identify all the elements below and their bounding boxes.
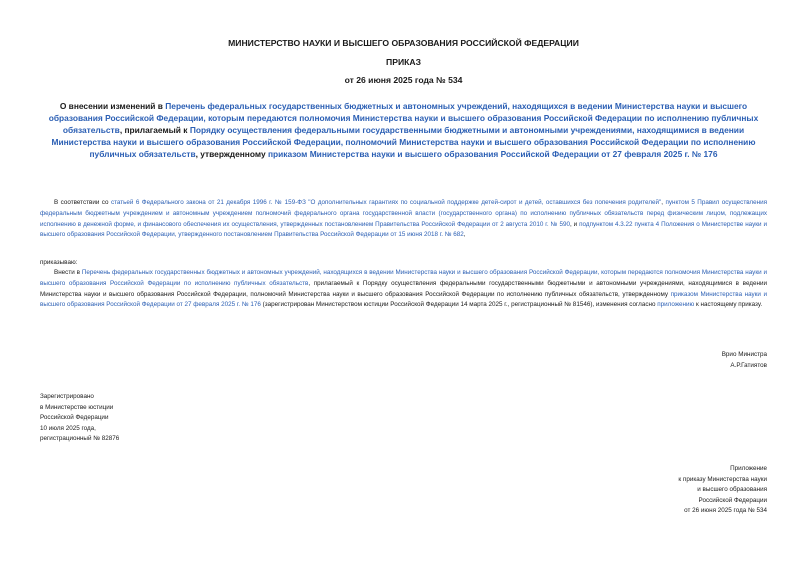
appendix-line: к приказу Министерства науки xyxy=(678,475,767,483)
main-link-order[interactable]: приказом Министерства науки и высшего образования Российской Федерации от 27 февраля 2025 г. № 176 xyxy=(40,290,767,309)
preamble-link-law[interactable]: статьей 6 Федерального закона от 21 декабря 1996 г. № 159-ФЗ "О дополнительных гарантиях по социальной поддержке детей-сирот и детей, оставшихся без попечения родителей" xyxy=(110,199,662,206)
appendix-block xyxy=(678,464,767,517)
appendix-line: от 26 июня 2025 года № 534 xyxy=(684,507,767,514)
registration-line: Зарегистрировано xyxy=(40,393,94,400)
registration-line: 10 июля 2025 года, xyxy=(40,424,96,432)
preamble-link-regulation[interactable]: подпунктом 4.3.22 пункта 4 Положения о Министерстве науки и высшего образования Российской Федерации, утвержденного постановлением Правительства Российской Федерации от 15 июня 2018 г. № 682 xyxy=(40,220,767,239)
registration-line: в Министерстве юстиции xyxy=(40,403,114,411)
preamble-paragraph xyxy=(40,198,767,241)
signature-name: А.Р.Гатиятов xyxy=(730,361,767,369)
appendix-line: Российской Федерации xyxy=(698,496,767,504)
main-text-3: (зарегистрирован Министерством юстиции Российской Федерации 14 марта 2025 г., регистрационный № 81546), изменения согласно xyxy=(260,301,658,309)
main-paragraph xyxy=(40,268,767,311)
preamble-text-3: , и xyxy=(569,220,580,228)
order-type: ПРИКАЗ xyxy=(386,57,421,67)
order-title xyxy=(40,100,767,160)
preamble-text-2: , xyxy=(661,199,666,206)
registration-line: регистрационный № 82876 xyxy=(40,435,120,442)
title-link-list[interactable]: Перечень федеральных государственных бюджетных и автономных учреждений, находящихся в ведении Министерства науки и высшего образования Российской Федерации, которым передаются полномочия Министерства науки и высшего образования Российской Федерации по исполнению публичных обязательств xyxy=(48,101,759,135)
main-text-1: Внести в xyxy=(54,269,82,276)
title-text-3: , утвержденному xyxy=(195,149,268,159)
signature-block xyxy=(722,350,767,371)
title-text-1: О внесении изменений в xyxy=(59,101,166,111)
title-link-procedure[interactable]: Порядку осуществления федеральными государственными бюджетными и автономными учреждениями, находящимися в ведении Министерства науки и высшего образования Российской Федерации, полномочий Министерства науки и высшего образования Российской Федерации по исполнению публичных обязательств xyxy=(51,125,756,159)
main-link-appendix[interactable]: приложению xyxy=(657,301,695,309)
preamble-link-rules[interactable]: пунктом 5 Правил осуществления федеральным бюджетным учреждением и автономным учреждением полномочий федерального органа государственной власти (государственного органа) по исполнению публичных обязательств перед физическим лицом, подлежащих исполнению в денежной форме, и финансового обеспечения их осуществления, утвержденных постановлением Правительства Российской Федерации от 2 августа 2010 г. № 590 xyxy=(40,199,767,228)
title-text-2: , прилагаемый к xyxy=(119,125,190,135)
registration-block xyxy=(40,392,119,445)
main-text-4: к настоящему приказу. xyxy=(694,301,763,309)
decree-word: приказываю: xyxy=(40,259,78,266)
main-text-2: , прилагаемый к Порядку осуществления федеральными государственными бюджетными и автономными учреждениями, находящимися в ведении Министерства науки и высшего образования Российской Федерации, полномочий Министерства науки и высшего образования Российской Федерации по исполнению публичных обязательств, утвержденному xyxy=(40,279,767,298)
appendix-line: Приложение xyxy=(730,465,767,472)
signature-position: Врио Министра xyxy=(721,351,767,358)
title-link-order[interactable]: приказом Министерства науки и высшего образования Российской Федерации от 27 февраля 2025 г. № 176 xyxy=(267,149,718,159)
appendix-line: и высшего образования xyxy=(697,486,767,493)
preamble-text-1: В соответствии со xyxy=(54,199,111,206)
main-link-list[interactable]: Перечень федеральных государственных бюджетных и автономных учреждений, находящихся в ведении Министерства науки и высшего образования Российской Федерации, которым передаются полномочия Министерства науки и высшего образования Российской Федерации по исполнению публичных обязательств xyxy=(40,269,767,287)
order-date: от 26 июня 2025 года № 534 xyxy=(344,75,463,85)
registration-line: Российской Федерации xyxy=(40,414,109,421)
ministry-heading: МИНИСТЕРСТВО НАУКИ И ВЫСШЕГО ОБРАЗОВАНИЯ РОССИЙСКОЙ ФЕДЕРАЦИИ xyxy=(228,38,579,48)
preamble-text-4: , xyxy=(463,231,466,239)
